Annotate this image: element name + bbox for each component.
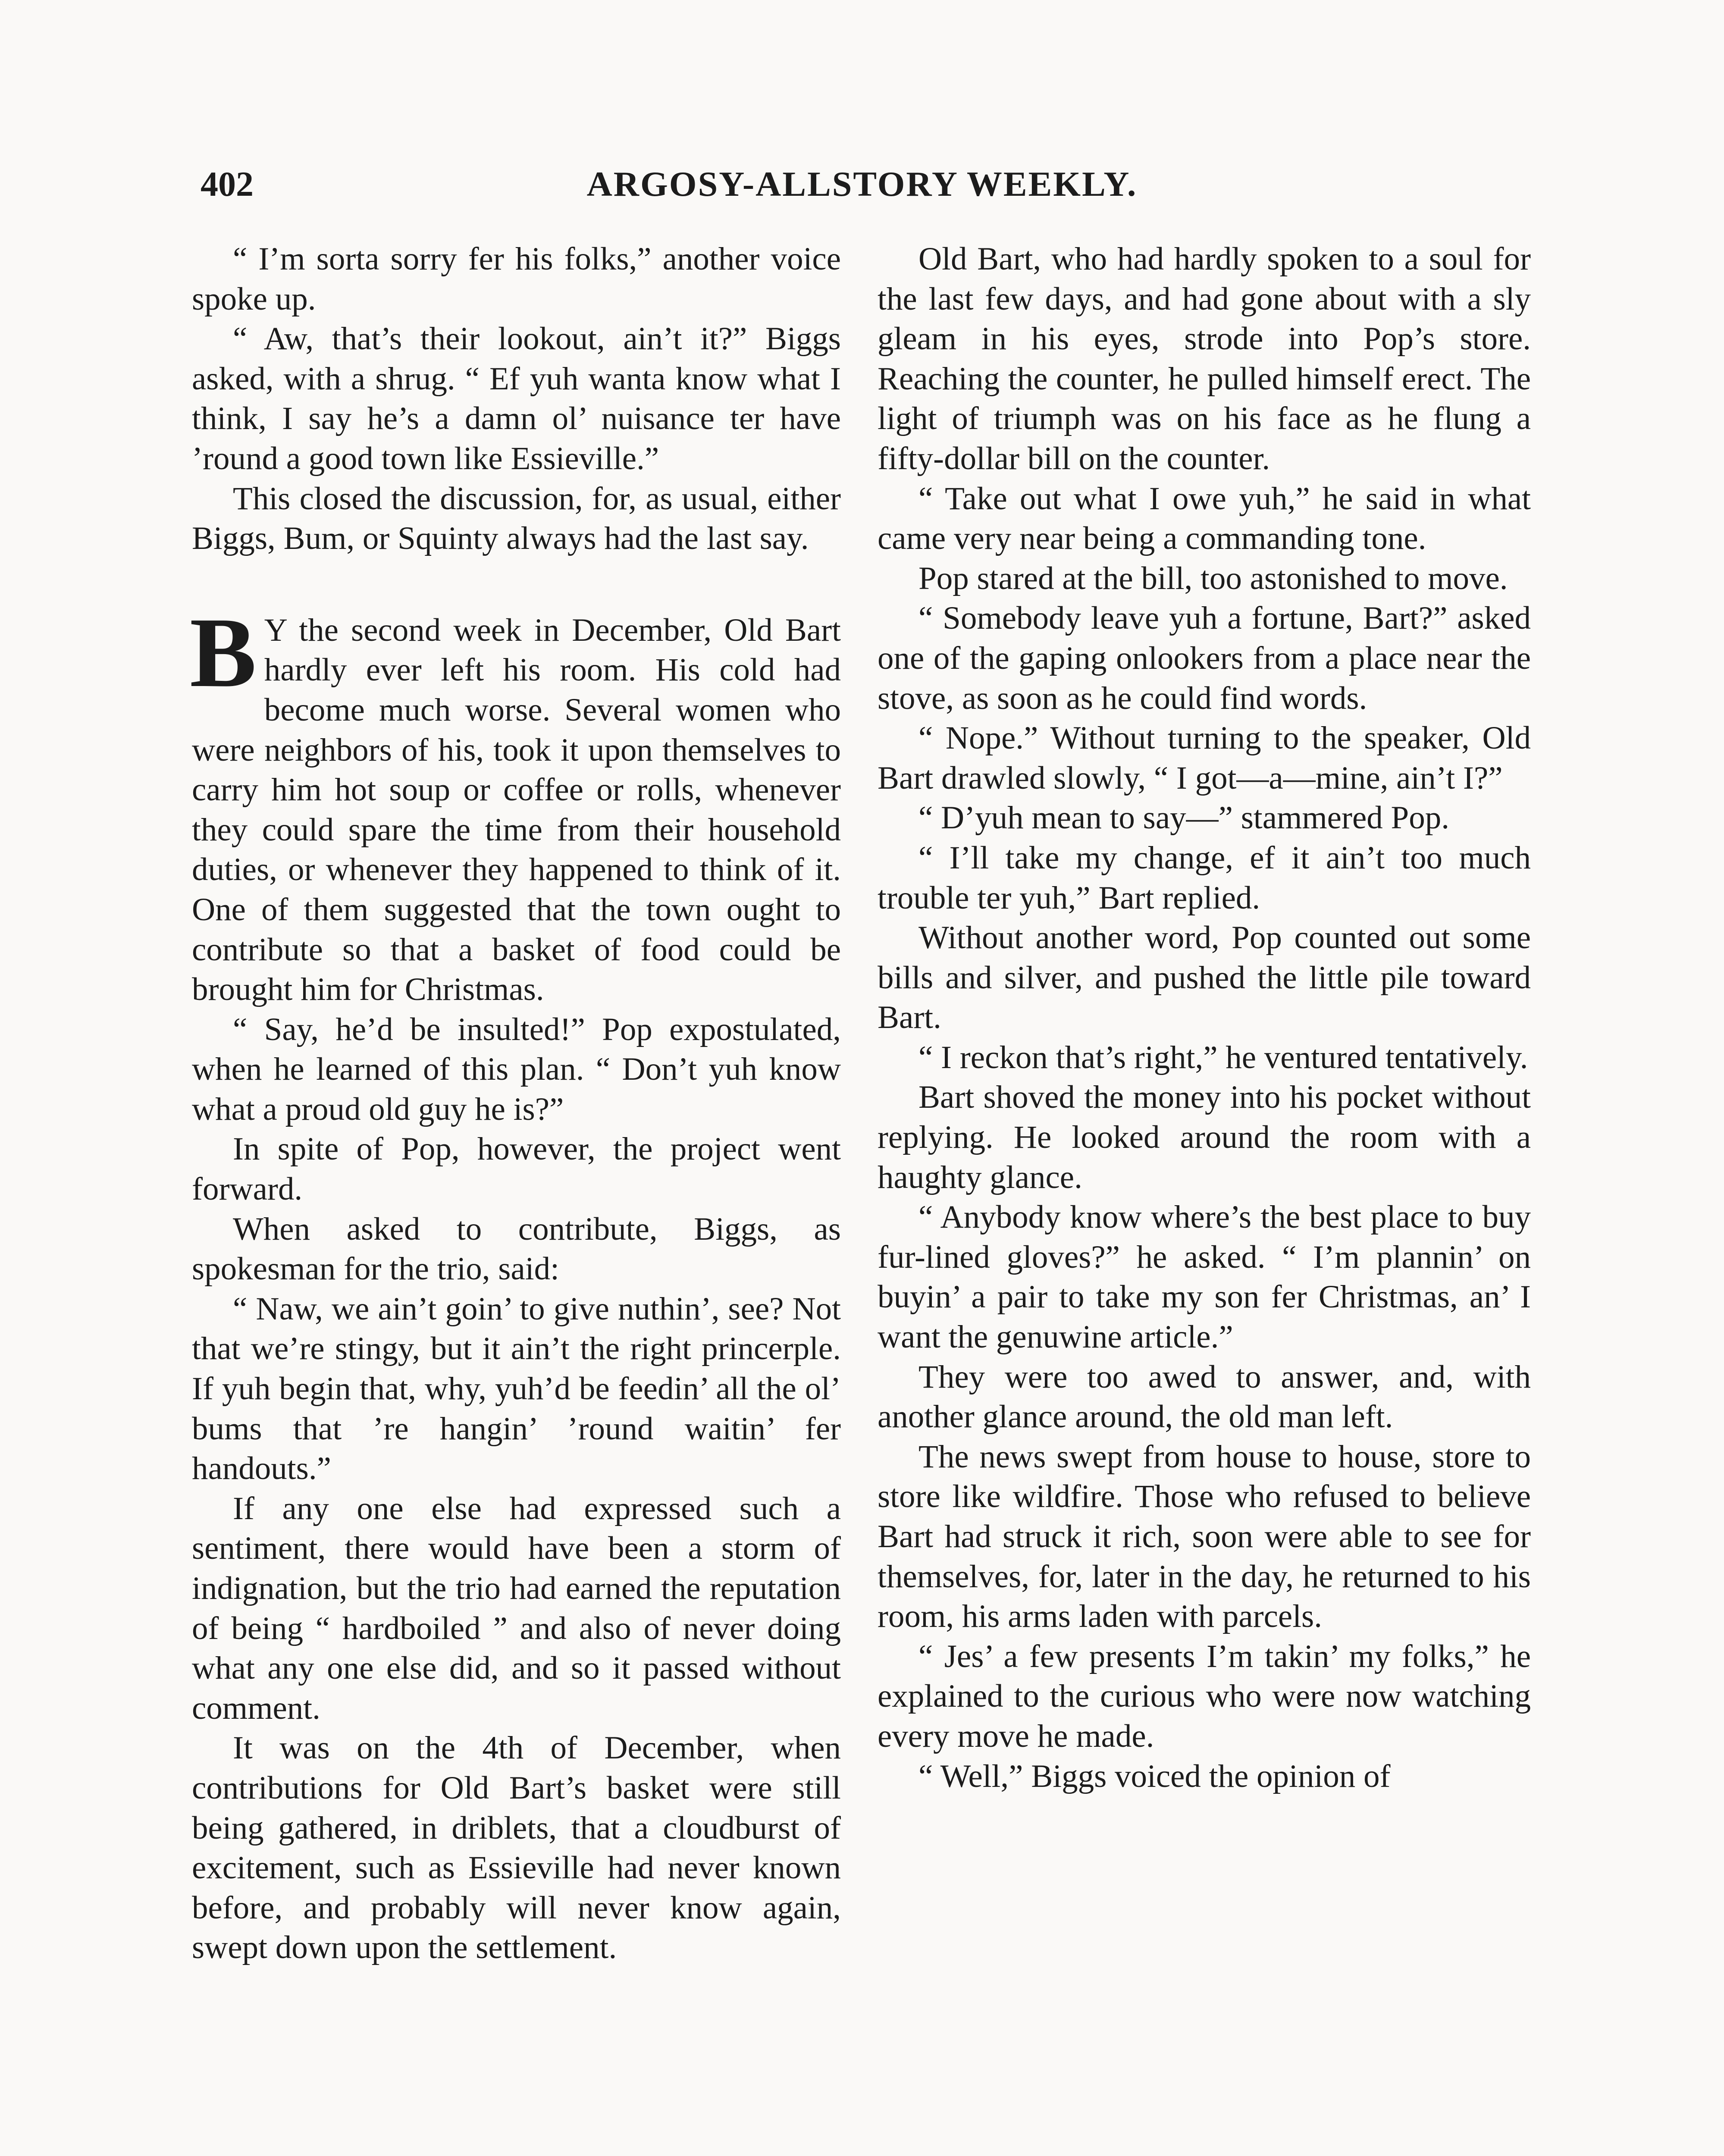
- paragraph: In spite of Pop, however, the project went forward.: [192, 1131, 841, 1207]
- paragraph: When asked to contribute, Biggs, as spokesman for the trio, said:: [192, 1211, 841, 1287]
- running-head: ARGOSY-ALLSTORY WEEKLY.: [586, 164, 1138, 204]
- right-column: [878, 239, 1531, 1796]
- section-opening-paragraph: [190, 597, 841, 1010]
- paragraph: “ I’m sorta sorry fer his folks,” another voice spoke up.: [192, 241, 841, 317]
- drop-cap: B: [190, 597, 257, 708]
- paragraph: “ Aw, that’s their lookout, ain’t it?” Biggs asked, with a shrug. “ Ef yuh wanta know what I think, I say he’s a damn ol’ nuisance ter have ’round a good town like Essieville.”: [192, 321, 841, 476]
- paragraph: Without another word, Pop counted out some bills and silver, and pushed the little pile toward Bart.: [878, 920, 1531, 1036]
- paragraph: “ Say, he’d be insulted!” Pop expostulated, when he learned of this plan. “ Don’t yuh know what a proud old guy he is?”: [192, 1011, 841, 1127]
- paragraph: Bart shoved the money into his pocket without replying. He looked around the room with a haughty glance.: [878, 1079, 1531, 1195]
- paragraph: This closed the discussion, for, as usual, either Biggs, Bum, or Squinty always had the last say.: [192, 480, 841, 557]
- paragraph: “ Well,” Biggs voiced the opinion of: [918, 1758, 1391, 1794]
- paragraph: Pop stared at the bill, too astonished to move.: [918, 560, 1508, 596]
- paragraph: Old Bart, who had hardly spoken to a soul for the last few days, and had gone about with a sly gleam in his eyes, strode into Pop’s store. Reaching the counter, he pulled himself erect. The light of triumph was on his face as he flung a fifty-dollar bill on the counter.: [878, 241, 1531, 476]
- paragraph: “ Jes’ a few presents I’m takin’ my folks,” he explained to the curious who were now watching every move he made.: [878, 1638, 1531, 1754]
- paragraph: “ D’yuh mean to say—” stammered Pop.: [918, 800, 1449, 836]
- paragraph: “ I reckon that’s right,” he ventured tentatively.: [918, 1039, 1528, 1075]
- paragraph: “ Take out what I owe yuh,” he said in what came very near being a commanding tone.: [878, 480, 1531, 557]
- page-number: 402: [201, 164, 254, 204]
- left-column: [192, 239, 841, 1968]
- paragraph: “ Anybody know where’s the best place to buy fur-lined gloves?” he asked. “ I’m plannin’ on buyin’ a pair to take my son fer Christmas, an’ I want the genuwine article.”: [878, 1199, 1531, 1355]
- paragraph: “ Nope.” Without turning to the speaker, Old Bart drawled slowly, “ I got—a—mine, ain’t I?”: [878, 720, 1531, 796]
- paragraph: It was on the 4th of December, when contributions for Old Bart’s basket were still being gathered, in driblets, that a cloudburst of excitement, such as Essieville had never known before, and probably will never know again, swept down upon the settlement.: [192, 1730, 841, 1966]
- paragraph: “ Naw, we ain’t goin’ to give nuthin’, see? Not that we’re stingy, but it ain’t the right princerple. If yuh begin that, why, yuh’d be feedin’ all the ol’ bums that ’re hangin’ ’round waitin’ fer handouts.”: [192, 1291, 841, 1487]
- paragraph: If any one else had expressed such a sentiment, there would have been a storm of indignation, but the trio had earned the reputation of being “ hardboiled ” and also of never doing what any one else did, and so it passed without comment.: [192, 1490, 841, 1726]
- paragraph: The news swept from house to house, store to store like wildfire. Those who refused to believe Bart had struck it rich, soon were able to see for themselves, for, later in the day, he returned to his room, his arms laden with parcels.: [878, 1438, 1531, 1635]
- paragraph: “ Somebody leave yuh a fortune, Bart?” asked one of the gaping onlookers from a place near the stove, as soon as he could find words.: [878, 600, 1531, 716]
- page-header: [0, 164, 1724, 220]
- paragraph: They were too awed to answer, and, with another glance around, the old man left.: [878, 1359, 1531, 1435]
- paragraph: “ I’ll take my change, ef it ain’t too much trouble ter yuh,” Bart replied.: [878, 840, 1531, 916]
- paragraph-text: Y the second week in December, Old Bart hardly ever left his room. His cold had become much worse. Several women who were neighbors of his, took it upon themselves to carry him hot soup or coffee or rolls, whenever they could spare the time from their household duties, or whenever they happened to think of it. One of them suggested that the town ought to contribute so that a basket of food could be brought him for Christmas.: [192, 612, 841, 1008]
